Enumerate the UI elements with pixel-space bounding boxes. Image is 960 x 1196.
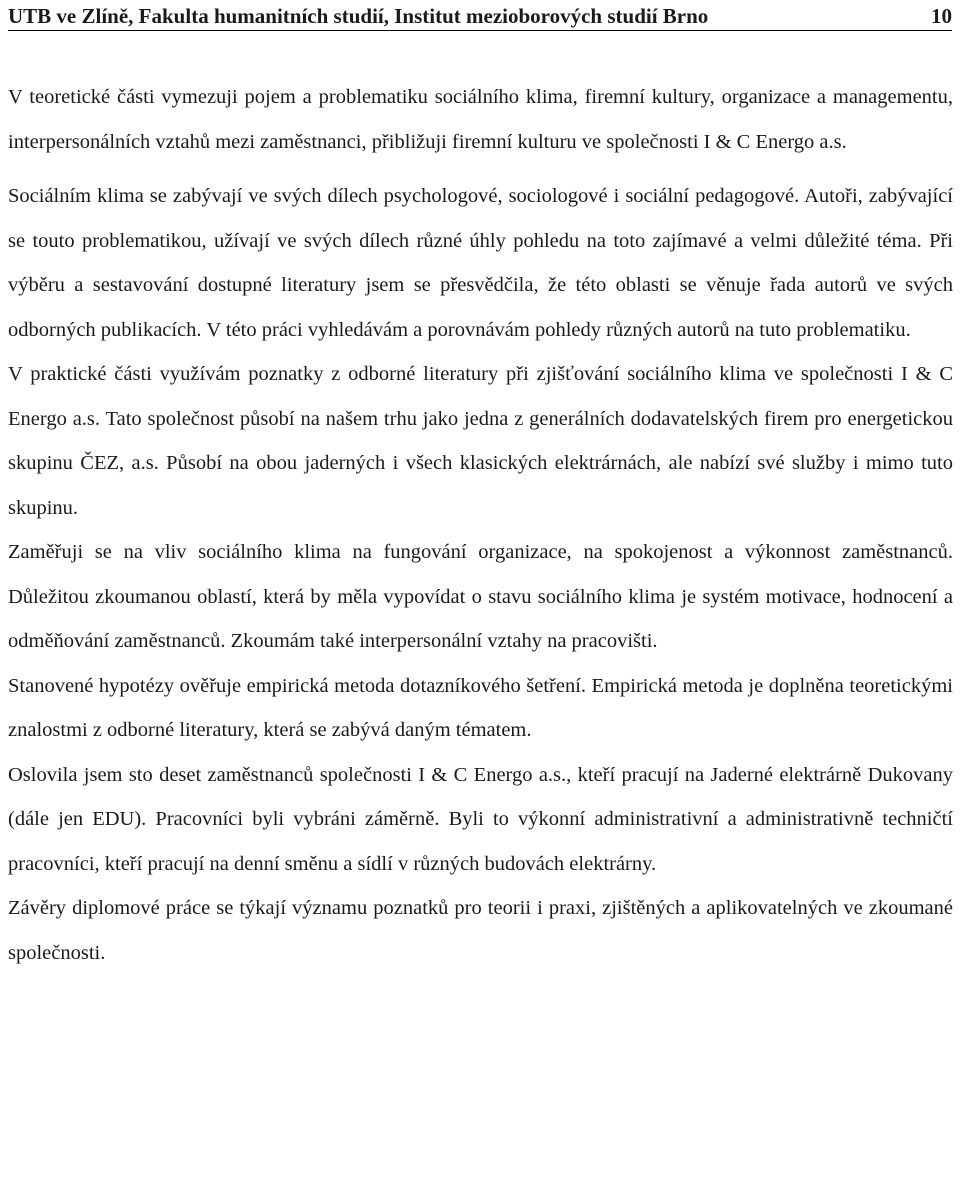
paragraph-theory-intro: V teoretické části vymezuji pojem a problematiku sociálního klima, firemní kultury, organizace a managementu, interpersonálních vztahů mezi zaměstnanci, přibližuji firemní kulturu ve společnosti I & C Energo a.s. bbox=[8, 86, 953, 153]
paragraph-focus: Zaměřuji se na vliv sociálního klima na fungování organizace, na spokojenost a výkonnost zaměstnanců. Důležitou zkoumanou oblastí, která by měla vypovídat o stavu sociálního klima je systém motivace, hodnocení a odměňování zaměstnanců. Zkoumám také interpersonální vztahy na pracovišti. bbox=[8, 541, 953, 652]
page-header bbox=[8, 2, 952, 31]
header-title: UTB ve Zlíně, Fakulta humanitních studií, Institut mezioborových studií Brno bbox=[8, 4, 709, 28]
paragraph-social-climate-authors: Sociálním klima se zabývají ve svých dílech psychologové, sociologové i sociální pedagogové. Autoři, zabývající se touto problematikou, užívají ve svých dílech různé úhly pohledu na toto zajímavé a velmi důležité téma. Při výběru a sestavování dostupné literatury jsem se přesvědčila, že této oblasti se věnuje řada autorů ve svých odborných publikacích. V této práci vyhledávám a porovnávám pohledy různých autorů na tuto problematiku. bbox=[8, 185, 953, 341]
paragraph-respondents: Oslovila jsem sto deset zaměstnanců společnosti I & C Energo a.s., kteří pracují na Jaderné elektrárně Dukovany (dále jen EDU). Pracovníci byli vybráni záměrně. Byli to výkonní administrativní a administrativně techničtí pracovníci, kteří pracují na denní směnu a sídlí v různých budovách elektrárny. bbox=[8, 763, 953, 875]
document-body bbox=[8, 75, 953, 975]
paragraph-conclusions: Závěry diplomové práce se týkají významu poznatků pro teorii i praxi, zjištěných a aplikovatelných ve zkoumané společnosti. bbox=[8, 897, 953, 964]
paragraph-hypotheses: Stanovené hypotézy ověřuje empirická metoda dotazníkového šetření. Empirická metoda je doplněna teoretickými znalostmi z odborné literatury, která se zabývá daným tématem. bbox=[8, 674, 953, 741]
paragraph-practical-part: V praktické části využívám poznatky z odborné literatury při zjišťování sociálního klima ve společnosti I & C Energo a.s. Tato společnost působí na našem trhu jako jedna z generálních dodavatelských firem pro energetickou skupinu ČEZ, a.s. Působí na obou jaderných i všech klasických elektrárnách, ale nabízí své služby i mimo tuto skupinu. bbox=[8, 363, 953, 519]
page-number: 10 bbox=[931, 4, 952, 28]
